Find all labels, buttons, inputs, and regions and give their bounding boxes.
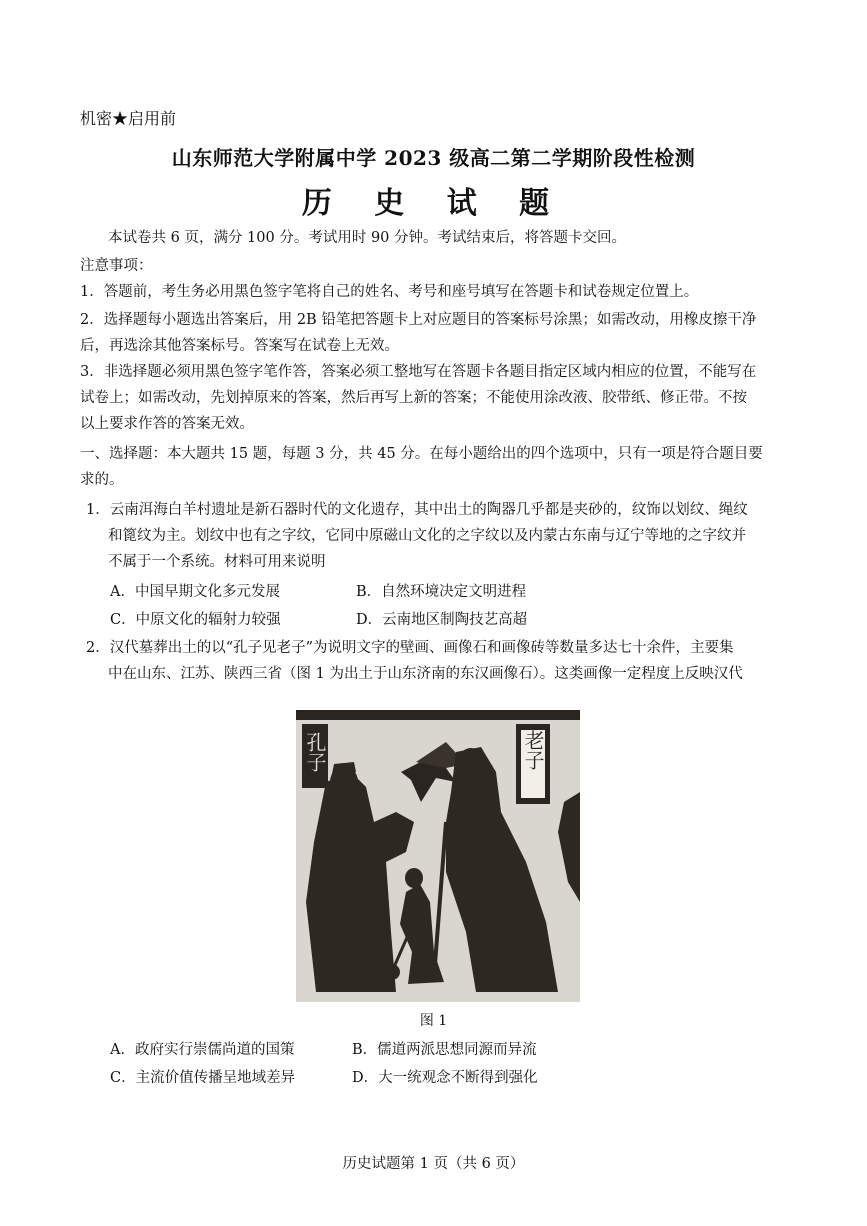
question-2-option-c: C．主流价值传播呈地域差异 bbox=[110, 1070, 296, 1086]
figure-label-confucius: 孔子 bbox=[303, 732, 327, 772]
section-heading: 一、选择题：本大题共 15 题，每题 3 分，共 45 分。在每小题给出的四个选项中，只有一项是符合题目要 bbox=[80, 446, 763, 462]
confidential-label: 机密★启用前 bbox=[80, 109, 177, 128]
question-1-option-b: B．自然环境决定文明进程 bbox=[356, 584, 527, 600]
question-2-text: 2．汉代墓葬出土的以“孔子见老子”为说明文字的壁画、画像石和画像砖等数量多达七十余件，主要集 bbox=[86, 640, 734, 656]
question-2-option-a: A．政府实行崇儒尚道的国策 bbox=[110, 1042, 295, 1058]
school-title: 山东师范大学附属中学 2023 级高二第二学期阶段性检测 bbox=[171, 146, 696, 170]
question-1-option-d: D．云南地区制陶技艺高超 bbox=[356, 612, 528, 628]
question-1-option-c: C．中原文化的辐射力较强 bbox=[110, 612, 281, 628]
notice-item: 以上要求作答的答案无效。 bbox=[80, 416, 254, 432]
subject-title: 历 史 试 题 bbox=[301, 186, 566, 221]
question-2-option-b: B．儒道两派思想同源而异流 bbox=[352, 1042, 537, 1058]
intro-text: 本试卷共 6 页，满分 100 分。考试用时 90 分钟。考试结束后，将答题卡交回。 bbox=[108, 230, 627, 246]
relief-image bbox=[296, 702, 580, 1002]
han-stone-relief-figure bbox=[296, 702, 580, 1002]
notice-item: 试卷上；如需改动，先划掉原来的答案，然后再写上新的答案；不能使用涂改液、胶带纸、修正带。不按 bbox=[80, 390, 747, 406]
page-footer: 历史试题第 1 页（共 6 页） bbox=[342, 1156, 525, 1172]
figure-caption: 图 1 bbox=[419, 1013, 448, 1029]
notice-item: 后，再选涂其他答案标号。答案写在试卷上无效。 bbox=[80, 338, 399, 354]
question-1-text: 1．云南洱海白羊村遗址是新石器时代的文化遗存，其中出土的陶器几乎都是夹砂的，纹饰以划纹、绳纹 bbox=[86, 502, 748, 518]
notice-item: 2．选择题每小题选出答案后，用 2B 铅笔把答题卡上对应题目的答案标号涂黑；如需改动，用橡皮擦干净 bbox=[80, 312, 757, 328]
question-1-option-a: A．中国早期文化多元发展 bbox=[110, 584, 280, 600]
notice-item: 3．非选择题必须用黑色签字笔作答，答案必须工整地写在答题卡各题目指定区域内相应的位置，不能写在 bbox=[80, 364, 757, 380]
question-2-text: 中在山东、江苏、陕西三省（图 1 为出土于山东济南的东汉画像石）。这类画像一定程度上反映汉代 bbox=[108, 666, 743, 682]
question-2-option-d: D．大一统观念不断得到强化 bbox=[352, 1070, 538, 1086]
question-1-text: 和篦纹为主。划纹中也有之字纹，它同中原磁山文化的之字纹以及内蒙古东南与辽宁等地的之字纹并 bbox=[108, 528, 746, 544]
notice-item: 1．答题前，考生务必用黑色签字笔将自己的姓名、考号和座号填写在答题卡和试卷规定位置上。 bbox=[80, 284, 699, 300]
section-heading-cont: 求的。 bbox=[80, 472, 124, 488]
question-1-text: 不属于一个系统。材料可用来说明 bbox=[108, 554, 326, 570]
notice-heading: 注意事项： bbox=[80, 258, 153, 274]
figure-label-laozi: 老子 bbox=[521, 730, 545, 770]
